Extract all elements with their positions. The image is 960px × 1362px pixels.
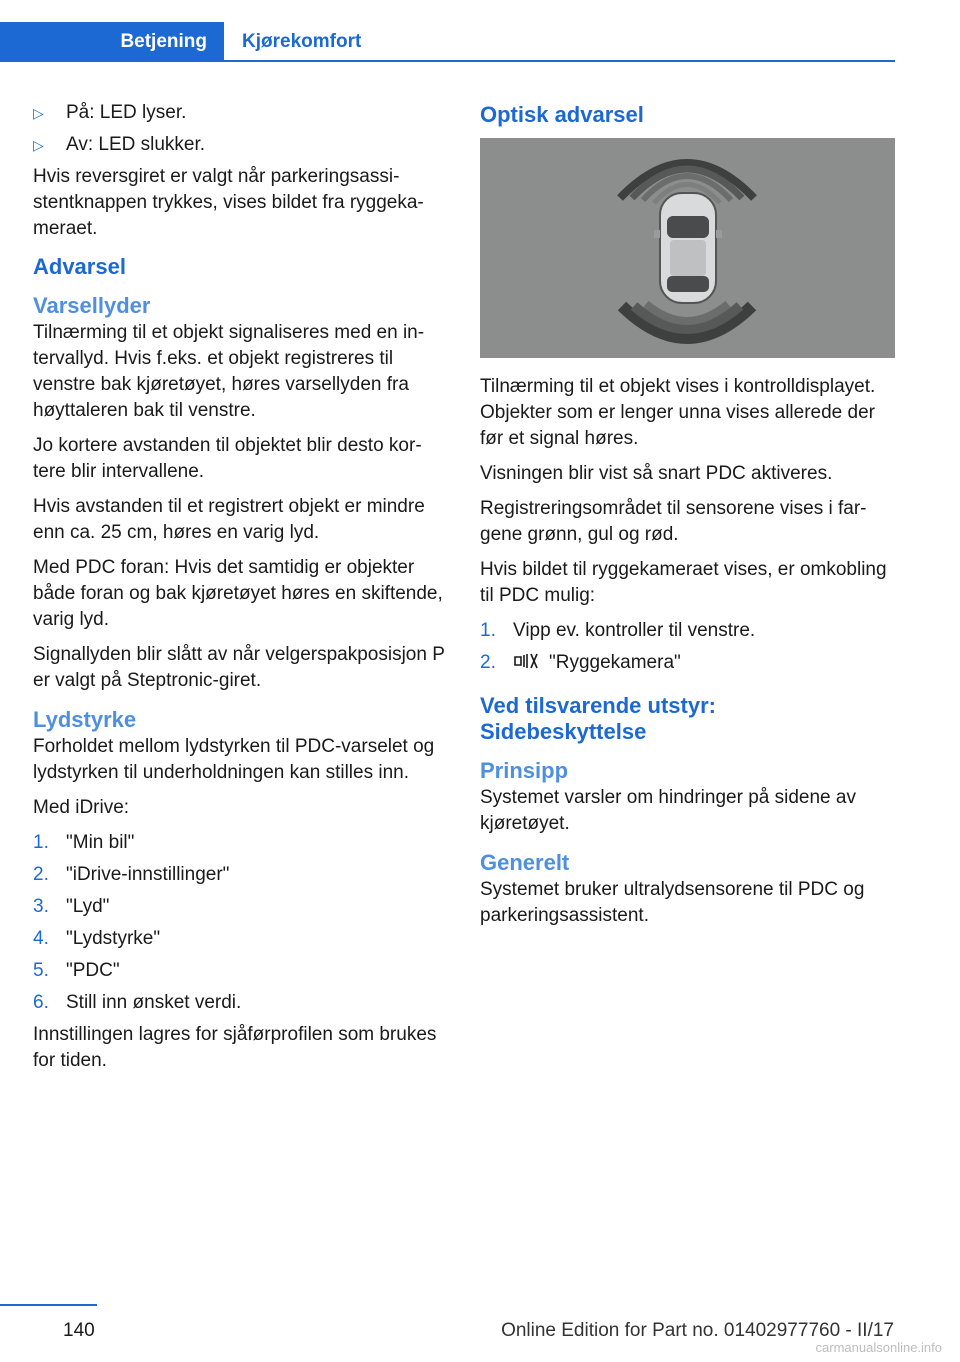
list-item: 1. "Min bil" bbox=[33, 832, 135, 853]
paragraph: Systemet varsler om hindringer på sidene av kjøretøyet. bbox=[480, 787, 856, 834]
triangle-bullet-icon: ▷ bbox=[33, 105, 44, 121]
paragraph: Signallyden blir slått av når velgerspakposisjon P er valgt på Steptronic-giret. bbox=[33, 644, 445, 691]
heading-lydstyrke: Lydstyrke bbox=[33, 707, 137, 732]
led-status-list bbox=[33, 100, 448, 158]
paragraph: Tilnærming til et objekt vises i kontrolldisplayet. Objekter som er lenger unna vises allerede der før et signal høres. bbox=[480, 376, 876, 449]
heading-generelt: Generelt bbox=[480, 850, 570, 875]
paragraph: Systemet bruker ultralydsensorene til PDC og parkeringsassistent. bbox=[480, 879, 865, 926]
page-header bbox=[0, 22, 895, 62]
paragraph: Med PDC foran: Hvis det samtidig er objekter både foran og bak kjøretøyet høres en skiftende, varig lyd. bbox=[33, 557, 443, 630]
list-item: ▷ På: LED lyser. bbox=[33, 100, 448, 126]
list-item: 3. "Lyd" bbox=[33, 896, 110, 917]
pdc-display-illustration bbox=[480, 138, 895, 358]
list-item: 6. Still inn ønsket verdi. bbox=[33, 992, 242, 1013]
section-tab-betjening: Betjening bbox=[0, 22, 224, 62]
heading-varsellyder: Varsellyder bbox=[33, 293, 151, 318]
paragraph: Forholdet mellom lydstyrken til PDC-varselet og lydstyrken til underholdningen kan stilles inn. bbox=[33, 736, 435, 783]
pdc-sensor-icon bbox=[513, 651, 541, 679]
heading-advarsel: Advarsel bbox=[33, 254, 126, 279]
paragraph: Registreringsområdet til sensorene vises i fargene grønn, gul og rød. bbox=[480, 498, 867, 545]
list-item: ▷ Av: LED slukker. bbox=[33, 132, 448, 158]
right-column bbox=[480, 100, 895, 938]
list-item: 2. "Ryggekamera" bbox=[480, 650, 895, 679]
heading-ved-tilsvarende: Ved tilsvarende utstyr: bbox=[480, 693, 716, 718]
heading-sidebeskyttelse: Sidebeskyttelse bbox=[480, 719, 647, 744]
triangle-bullet-icon: ▷ bbox=[33, 137, 44, 153]
left-column bbox=[33, 100, 448, 1083]
heading-prinsipp: Prinsipp bbox=[480, 758, 569, 783]
list-item: 4. "Lydstyrke" bbox=[33, 928, 161, 949]
camera-steps-list bbox=[480, 618, 895, 679]
paragraph: Med iDrive: bbox=[33, 797, 130, 818]
edition-label: Online Edition for Part no. 01402977760 - II/17 bbox=[501, 1320, 894, 1341]
idrive-steps-list bbox=[33, 830, 448, 1016]
paragraph: Innstillingen lagres for sjåførprofilen som brukes for tiden. bbox=[33, 1024, 437, 1071]
list-item: 5. "PDC" bbox=[33, 960, 120, 981]
section-tab-kjorekomfort: Kjørekomfort bbox=[242, 31, 362, 52]
list-item: 1. Vipp ev. kontroller til venstre. bbox=[480, 620, 756, 641]
watermark: carmanualsonline.info bbox=[815, 1340, 942, 1355]
paragraph: Tilnærming til et objekt signaliseres med en intervallyd. Hvis f.eks. et objekt registreres til venstre bak kjøretøyet, høres varsellyden fra høyttaleren bak til venstre. bbox=[33, 322, 425, 421]
paragraph: Jo kortere avstanden til objektet blir desto kortere blir intervallene. bbox=[33, 435, 422, 482]
paragraph: Hvis reversgiret er valgt når parkeringsassistentknappen trykkes, vises bildet fra ryggekameraet. bbox=[33, 166, 424, 239]
paragraph: Hvis bildet til ryggekameraet vises, er omkobling til PDC mulig: bbox=[480, 559, 887, 606]
footer-divider bbox=[0, 1304, 97, 1306]
paragraph: Visningen blir vist så snart PDC aktiveres. bbox=[480, 463, 833, 484]
paragraph: Hvis avstanden til et registrert objekt er mindre enn ca. 25 cm, høres en varig lyd. bbox=[33, 496, 425, 543]
page-number: 140 bbox=[63, 1320, 95, 1341]
pdc-car-icon bbox=[480, 138, 895, 358]
header-divider bbox=[224, 60, 895, 62]
list-item: 2. "iDrive-innstillinger" bbox=[33, 864, 230, 885]
heading-optisk-advarsel: Optisk advarsel bbox=[480, 102, 644, 127]
